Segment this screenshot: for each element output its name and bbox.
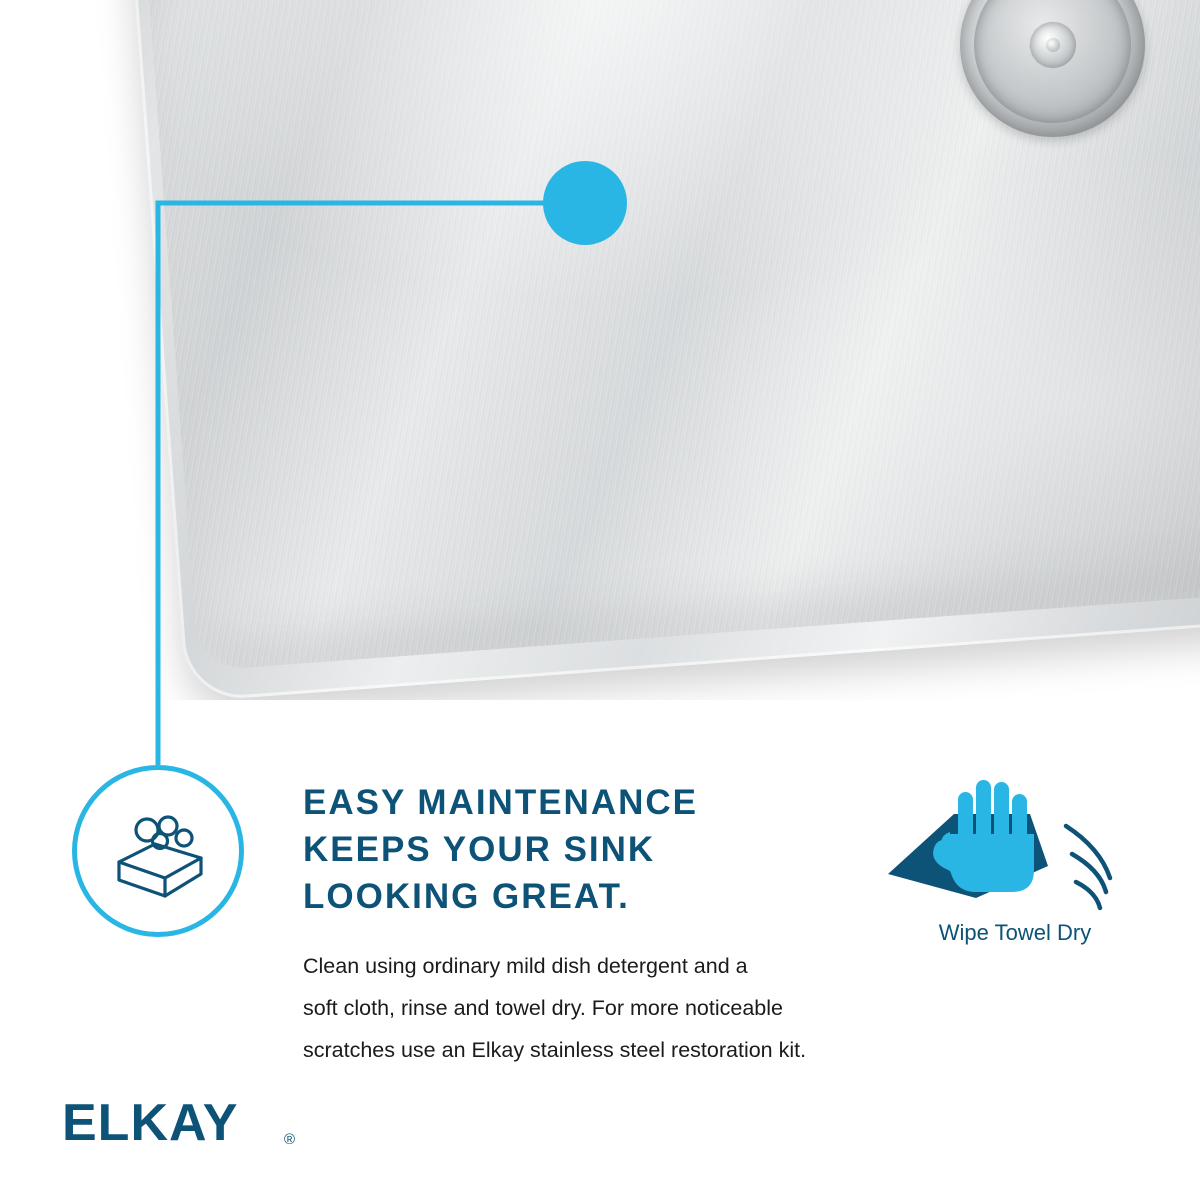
headline-line-3: LOOKING GREAT. — [303, 877, 630, 916]
headline-line-1: EASY MAINTENANCE — [303, 783, 699, 822]
wipe-caption: Wipe Towel Dry — [938, 920, 1092, 945]
drain-ring — [969, 0, 1137, 128]
body-copy — [303, 945, 903, 1071]
body-line-1: Clean using ordinary mild dish detergent and a — [303, 954, 748, 978]
body-line-3: scratches use an Elkay stainless steel restoration kit. — [303, 1038, 807, 1062]
headline-line-2: KEEPS YOUR SINK — [303, 830, 656, 869]
drain-screw — [1045, 37, 1060, 52]
registered-mark: ® — [284, 1131, 296, 1148]
elkay-logo — [62, 1098, 312, 1152]
drain-hub — [1028, 20, 1077, 69]
body-line-2: soft cloth, rinse and towel dry. For more noticeable — [303, 996, 783, 1020]
sponge-icon — [72, 765, 244, 937]
logo-wordmark: ELKAY — [62, 1098, 239, 1152]
page-title — [303, 779, 863, 920]
